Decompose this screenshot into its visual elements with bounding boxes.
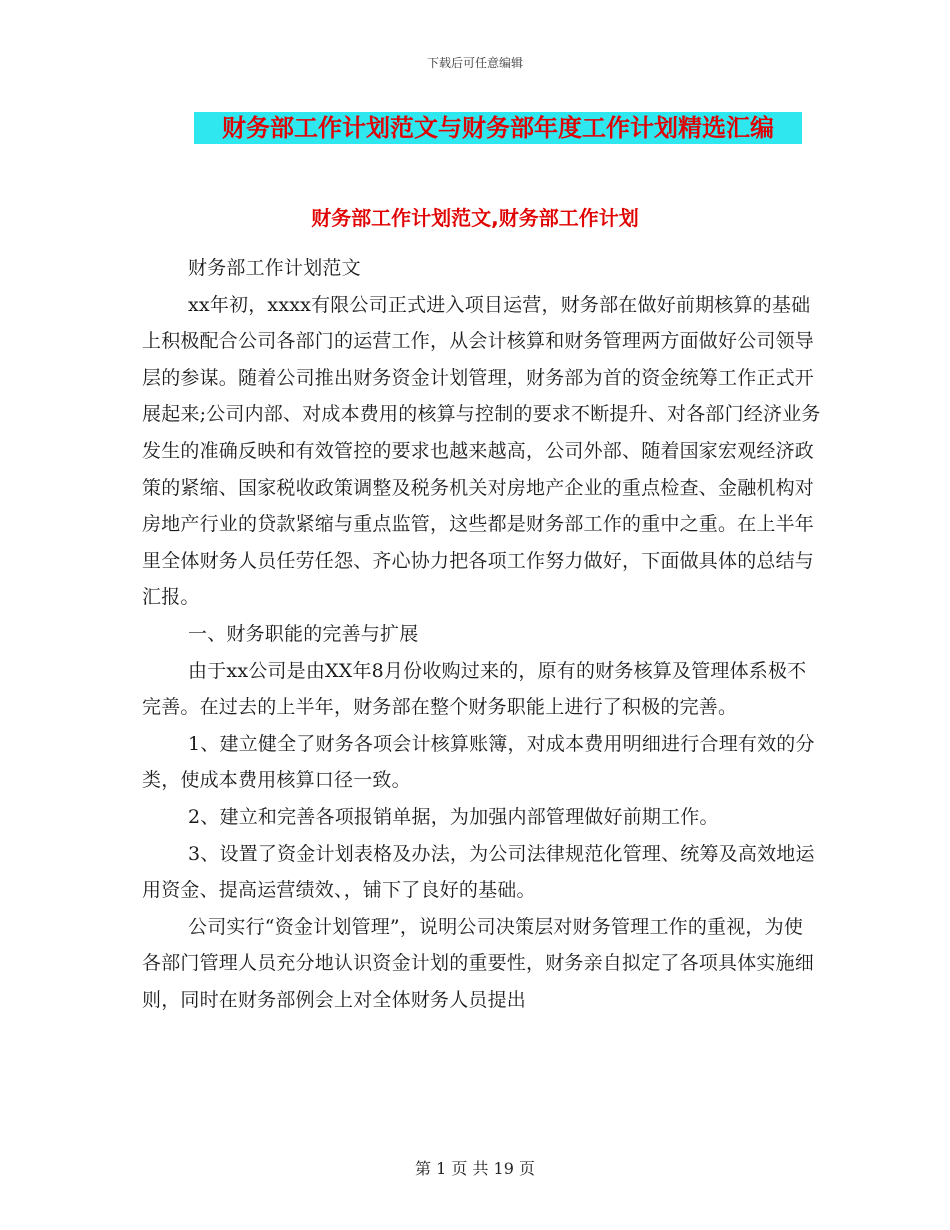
page-number-footer: 第 1 页 共 19 页 xyxy=(415,1159,535,1178)
document-title: 财务部工作计划范文与财务部年度工作计划精选汇编 xyxy=(194,112,802,144)
list-item: 3、设置了资金计划表格及办法，为公司法律规范化管理、统筹及高效地运用资金、提高运营绩效、，铺下了良好的基础。 xyxy=(142,842,815,902)
document-subtitle: 财务部工作计划范文,财务部工作计划 xyxy=(311,206,639,230)
document-body xyxy=(142,250,822,1018)
page-header-note: 下载后可任意编辑 xyxy=(426,56,523,70)
list-item: 2、建立和完善各项报销单据，为加强内部管理做好前期工作。 xyxy=(188,805,719,828)
paragraph: 公司实行“资金计划管理”，说明公司决策层对财务管理工作的重视，为使各部门管理人员充分地认识资金计划的重要性，财务亲自拟定了各项具体实施细则，同时在财务部例会上对全体财务人员提出 xyxy=(142,915,815,1011)
paragraph: 由于xx公司是由XX年8月份收购过来的，原有的财务核算及管理体系极不完善。在过去的上半年，财务部在整个财务职能上进行了积极的完善。 xyxy=(142,659,807,719)
list-item: 1、建立健全了财务各项会计核算账簿，对成本费用明细进行合理有效的分类，使成本费用核算口径一致。 xyxy=(142,732,815,792)
paragraph: xx年初，xxxx有限公司正式进入项目运营，财务部在做好前期核算的基础上积极配合公司各部门的运营工作，从会计核算和财务管理两方面做好公司领导层的参谋。随着公司推出财务资金计划管理，财务部为首的资金统筹工作正式开展起来;公司内部、对成本费用的核算与控制的要求不断提升、对各部门经济业务发生的准确反映和有效管控的要求也越来越高，公司外部、随着国家宏观经济政策的紧缩、国家税收政策调整及税务机关对房地产企业的重点检查、金融机构对房地产行业的贷款紧缩与重点监管，这些都是财务部工作的重中之重。在上半年里全体财务人员任劳任怨、齐心协力把各项工作努力做好，下面做具体的总结与汇报。 xyxy=(142,293,821,609)
paragraph-heading: 财务部工作计划范文 xyxy=(188,257,361,279)
section-heading: 一、财务职能的完善与扩展 xyxy=(188,622,419,645)
